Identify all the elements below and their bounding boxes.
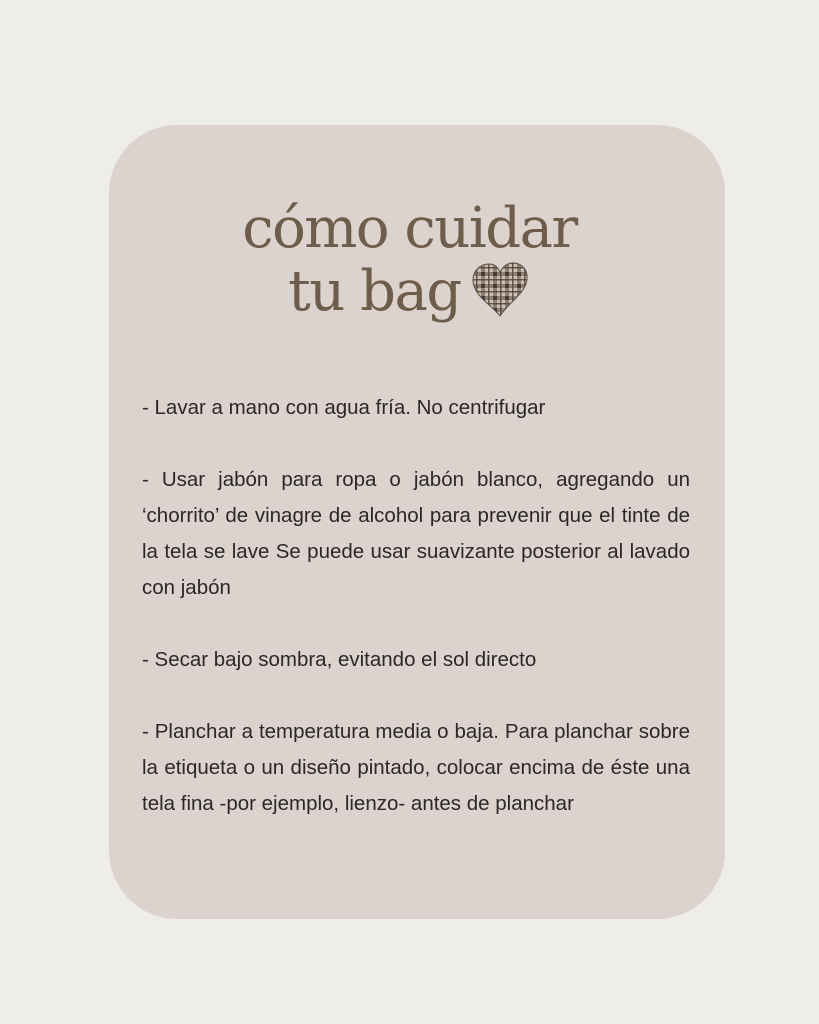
care-instructions [142, 390, 690, 822]
plaid-heart-icon [469, 260, 531, 320]
instruction-wash: - Lavar a mano con agua fría. No centrifugar [142, 396, 546, 419]
page-title [0, 198, 819, 323]
instruction-dry: - Secar bajo sombra, evitando el sol directo [142, 648, 537, 671]
instruction-soap: - Usar jabón para ropa o jabón blanco, agregando un ‘chorrito’ de vinagre de alcohol para prevenir que el tinte de la tela se lave Se puede usar suavizante posterior al lavado con jabón [142, 468, 690, 599]
title-line-2: tu bag [288, 259, 461, 324]
title-line-1: cómo cuidar [242, 196, 577, 261]
title-line-2-wrapper [0, 260, 819, 323]
instruction-iron: - Planchar a temperatura media o baja. Para planchar sobre la etiqueta o un diseño pintado, colocar encima de éste una tela fina -por ejemplo, lienzo- antes de planchar [142, 720, 690, 815]
